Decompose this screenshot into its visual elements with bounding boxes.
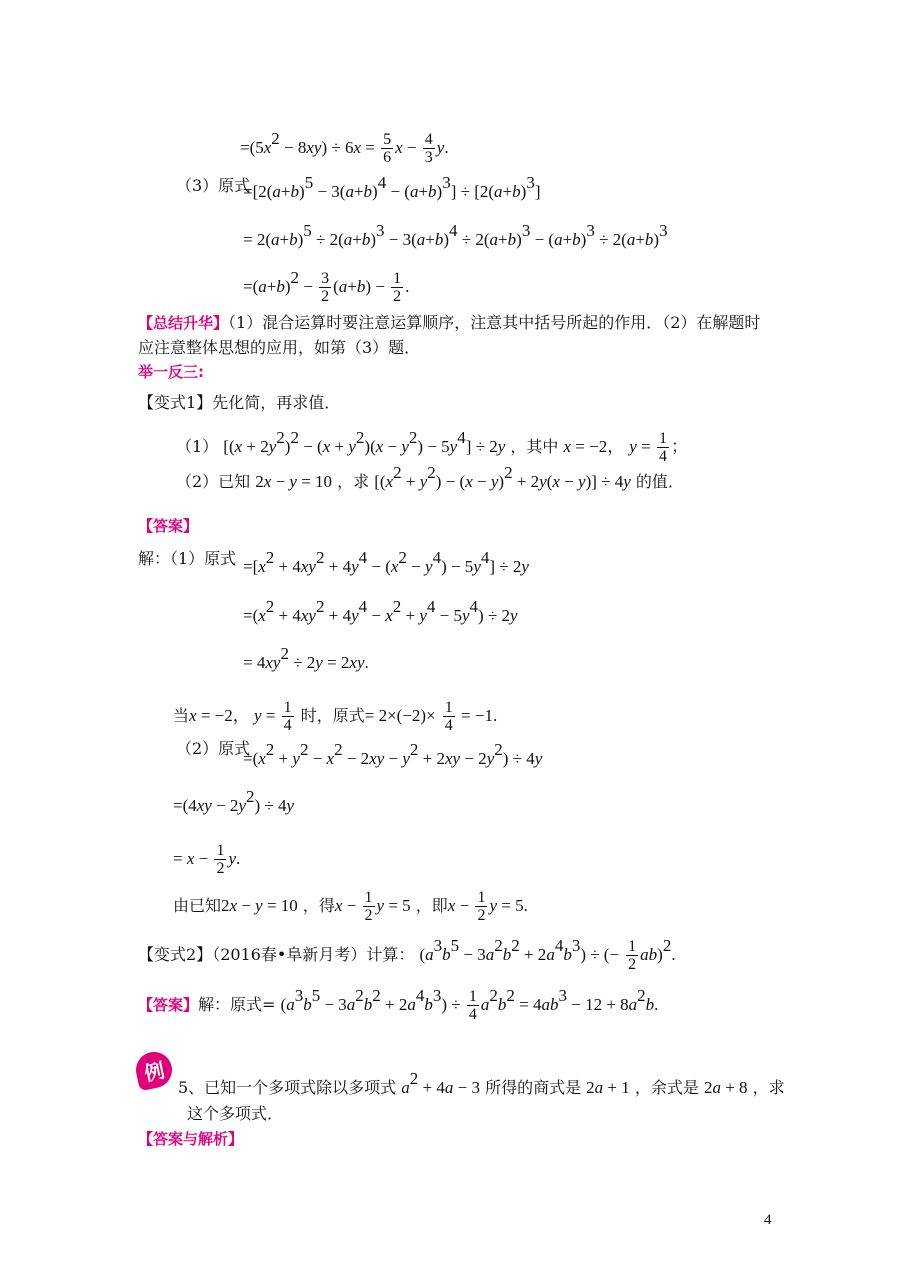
variant1-tag: 【变式1】 (138, 393, 213, 412)
solution-line-1: $=[x^2 + 4xy^2 + 4y^4 - (x^2 - y^4) - 5y^4] \div 2y$ (243, 548, 529, 576)
solution-line-2: $=(x^2 + 4xy^2 + 4y^4 - x^2 + y^4 - 5y^4) \div 2y$ (243, 597, 518, 625)
example-badge: 例 (133, 1049, 176, 1092)
q2-end: 的值． (635, 472, 684, 491)
q1-mid: ，其中 (510, 437, 559, 456)
q1-label: （1） (176, 437, 219, 456)
variant2-answer: 【答案】解：原式= $(a^3b^5 - 3a^2b^2 + 2a^4b^3)$ ÷ $\frac{1}{4}$ $a^2b^2 = 4ab^3 - 12 + 8a^2b$. (138, 986, 659, 1023)
variant2-answer-tag: 【答案】 (138, 996, 199, 1014)
solution-intro: 解：（1）原式 (138, 549, 237, 568)
variant1-title (138, 392, 340, 414)
variant1-q1: （1） $[(x + 2y^2)^2 - (x + y^2)(x - y^2) - 5y^4] \div 2y$ ，其中 x = −2， y = $\frac{1}{4}$ ； (176, 428, 688, 465)
equation-line-2: $=[2(a+b)^5 - 3(a+b)^4 - (a+b)^3] \div [2(a+b)^3]$ (243, 173, 541, 201)
variant2-line: 【变式2】（2016春•阜新月考）计算： $(a^3b^5 - 3a^2b^2 + 2a^4b^3)$ ÷ (− $\frac{1}{2}$ ab)$^2$. (138, 936, 676, 973)
when-label: 当 (173, 706, 190, 725)
solution-line-3: = $4xy^2 \div 2y = 2xy$. (243, 644, 369, 672)
example5-answer-tag: 【答案与解析】 (138, 1130, 244, 1148)
part2-label: （2）原式 (176, 739, 251, 758)
part3-label: （3）原式 (176, 176, 251, 195)
solution-line-6: = x − $\frac{1}{2}$ y. (173, 842, 241, 877)
example5-text2: 所得的商式是 (485, 1078, 582, 1097)
solution-line-7: 由已知2x − y = 10 ，得x − $\frac{1}{2}$ y = 5 ，即x − $\frac{1}{2}$ y = 5. (173, 889, 528, 924)
example5-text3: ，余式是 (634, 1078, 699, 1097)
solution-line-4: $=(x^2 + y^2 - x^2 - 2xy - y^2 + 2xy - 2y^2) \div 4y$ (243, 740, 543, 768)
example5-text1: 5、已知一个多项式除以多项式 (178, 1078, 397, 1097)
variant2-tag: 【变式2】 (138, 945, 213, 964)
answer-tag-1: 【答案】 (138, 517, 199, 535)
q2-label: （2）已知 (176, 472, 251, 491)
ie-label: ，即 (415, 896, 448, 915)
page-number: 4 (764, 1212, 772, 1228)
example5-line-1: 5、已知一个多项式除以多项式 $a^2 + 4a - 3$ 所得的商式是 2a + 1 ，余式是 2a + 8 ，求 (178, 1069, 785, 1097)
example5-line-2: 这个多项式． (187, 1104, 284, 1123)
equation-line-4: $=(a+b)^2$ − $\frac{3}{2}$ (a+b) − $\frac{1}{2}$ . (243, 268, 410, 305)
given-label: 由已知 (173, 896, 222, 915)
summary-line-1 (138, 312, 760, 334)
equation-line-1: $=(5x^2 - 8xy) \div 6x$ = $\frac{5}{6}$ x − $\frac{4}{3}$ y. (240, 129, 449, 166)
variant2-source: （2016春•阜新月考）计算： (212, 945, 415, 964)
get-label: ，得 (302, 896, 335, 915)
practice-tag: 举一反三: (138, 363, 204, 381)
when-mid: 时，原式 (300, 706, 365, 725)
variant2-answer-text: 解：原式= (198, 995, 276, 1014)
summary-tag: 【总结升华】 (138, 314, 229, 332)
summary-line-2: 应注意整体思想的应用，如第（3）题． (138, 338, 421, 357)
variant1-q2: （2）已知 2x − y = 10 ，求 $[(x^2 + y^2) - (x - y)^2 + 2y(x - y)] \div 4y$ 的值． (176, 463, 684, 491)
q2-mid: ，求 (337, 472, 370, 491)
summary-text: （1）混合运算时要注意运算顺序，注意其中括号所起的作用．（2）在解题时 (228, 313, 761, 332)
solution-line-5: $=(4xy - 2y^2) \div 4y$ (173, 787, 295, 815)
example5-text4: ，求 (752, 1078, 785, 1097)
variant1-text: 先化简，再求值． (212, 393, 341, 412)
solution-when: 当x = −2， y = $\frac{1}{4}$ 时，原式= 2×(−2)× $\frac{1}{4}$ = −1. (173, 699, 498, 734)
equation-line-3: = $2(a+b)^5 \div 2(a+b)^3 - 3(a+b)^4 \div 2(a+b)^3 - (a+b)^3 \div 2(a+b)^3$ (243, 221, 668, 249)
